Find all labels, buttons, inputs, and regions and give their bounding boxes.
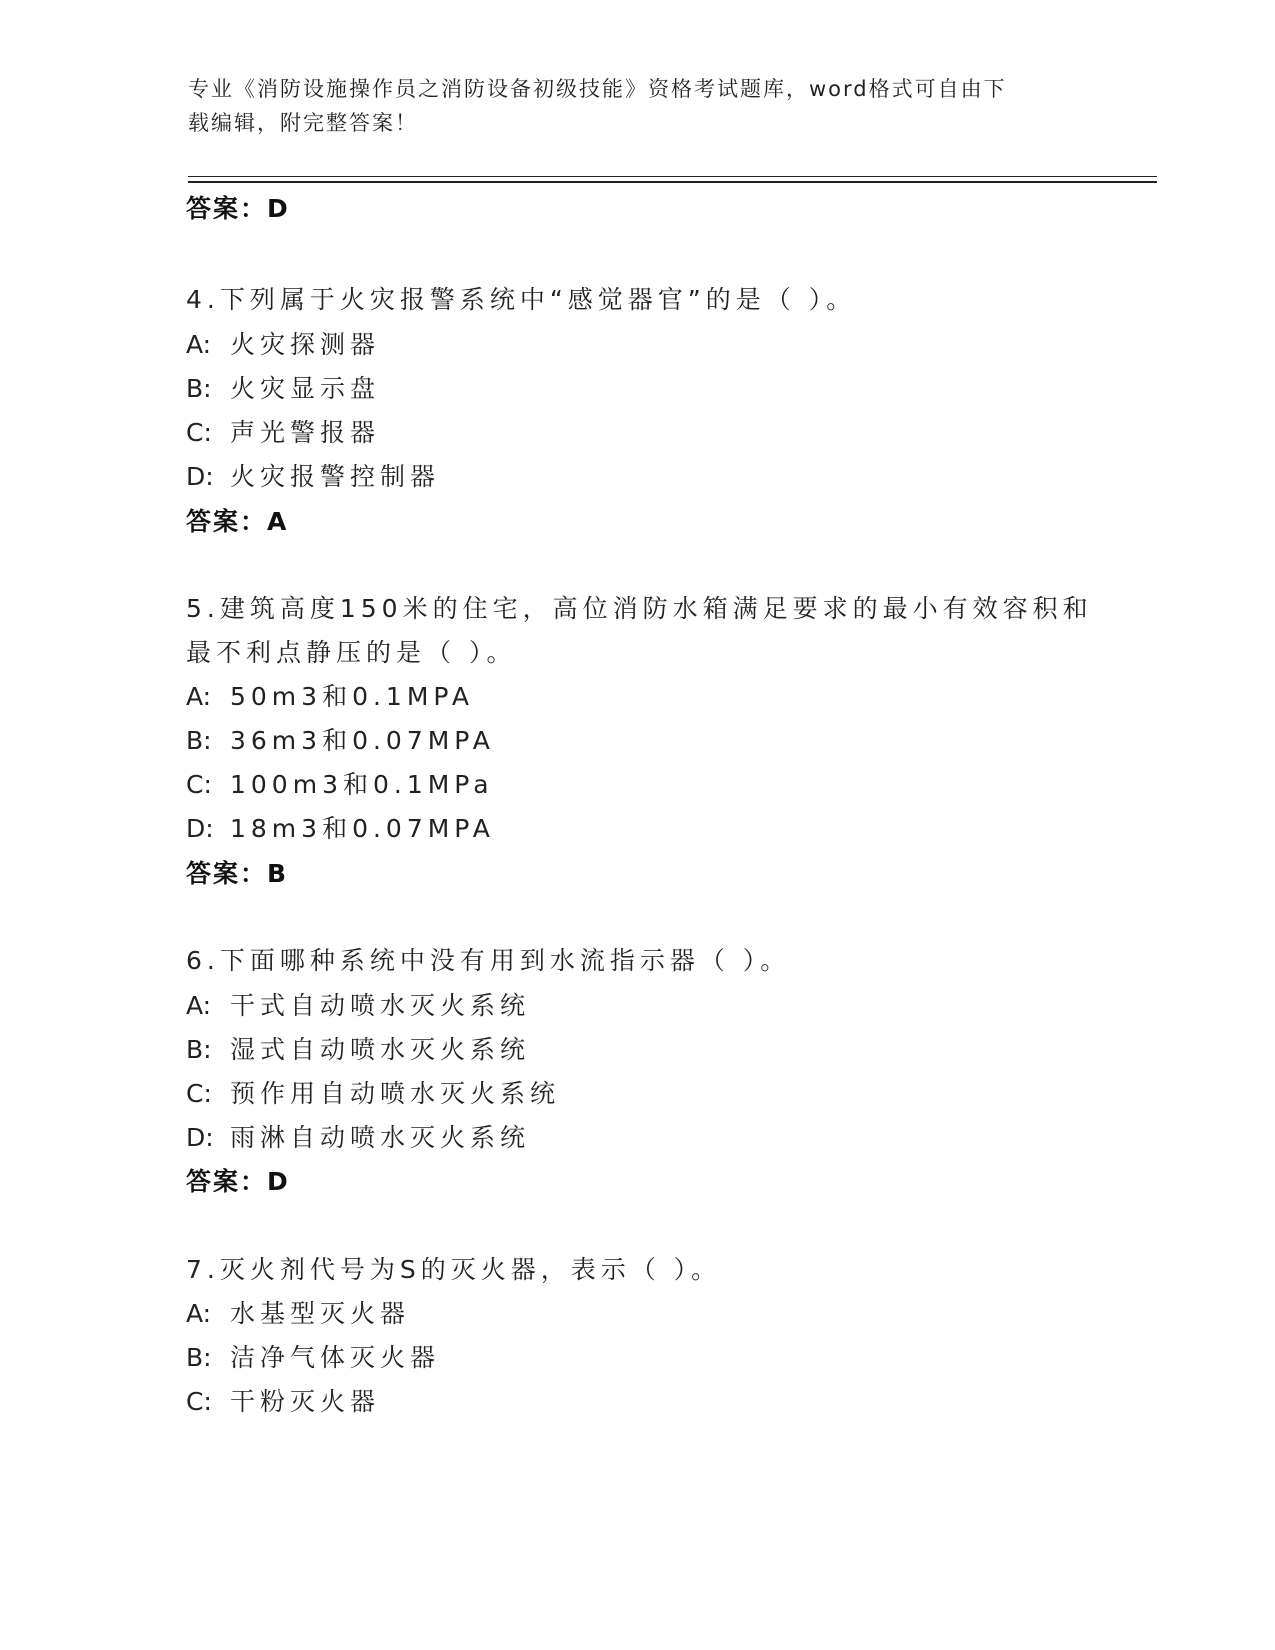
question-6-option-a (186, 990, 530, 1022)
header-line-1: 专业《消防设施操作员之消防设备初级技能》资格考试题库，word格式可自由下 (188, 77, 1007, 101)
option-text: 36m3和0.07MPA (230, 726, 495, 755)
question-7-option-a (186, 1298, 410, 1330)
question-4-stem: 4.下列属于火灾报警系统中“感觉器官”的是（ ）。 (186, 285, 857, 314)
option-text: 干式自动喷水灭火系统 (230, 991, 531, 1020)
option-text: 干粉灭火器 (230, 1387, 381, 1416)
option-letter: A: (186, 682, 212, 711)
question-7-option-b (186, 1342, 440, 1374)
option-text: 湿式自动喷水灭火系统 (230, 1035, 531, 1064)
option-letter: A: (186, 1299, 212, 1328)
option-text: 预作用自动喷水灭火系统 (230, 1079, 561, 1108)
header-rule-thin (188, 176, 1157, 177)
question-4-option-a (186, 329, 380, 361)
question-5-answer: 答案：B (186, 859, 289, 888)
option-text: 声光警报器 (230, 418, 381, 447)
page-header (188, 72, 1068, 140)
question-6-stem: 6.下面哪种系统中没有用到水流指示器（ ）。 (186, 946, 791, 975)
option-text: 雨淋自动喷水灭火系统 (230, 1123, 531, 1152)
question-4-option-d (186, 461, 440, 493)
option-text: 火灾显示盘 (230, 374, 381, 403)
question-5-option-b (186, 725, 495, 757)
option-text: 洁净气体灭火器 (230, 1343, 441, 1372)
question-5-stem-line-2: 最不利点静压的是（ ）。 (186, 638, 517, 667)
option-letter: D: (186, 814, 214, 843)
question-4-answer: 答案：A (186, 507, 289, 536)
question-5-stem-line-1: 5.建筑高度150米的住宅，高位消防水箱满足要求的最小有效容积和 (186, 594, 1093, 623)
header-line-2: 载编辑，附完整答案！ (188, 111, 418, 135)
option-letter: B: (186, 726, 212, 755)
question-5-option-d (186, 813, 495, 845)
option-text: 18m3和0.07MPA (230, 814, 495, 843)
option-letter: C: (186, 770, 212, 799)
answer-previous: 答案：D (186, 194, 290, 223)
question-4-option-c (186, 417, 380, 449)
option-letter: D: (186, 462, 214, 491)
question-4-option-b (186, 373, 380, 405)
option-letter: B: (186, 1035, 212, 1064)
option-letter: D: (186, 1123, 214, 1152)
question-5-option-c (186, 769, 494, 801)
question-6-option-b (186, 1034, 530, 1066)
option-letter: B: (186, 374, 212, 403)
question-7-option-c (186, 1386, 380, 1418)
option-letter: B: (186, 1343, 212, 1372)
option-letter: C: (186, 418, 212, 447)
option-text: 50m3和0.1MPA (230, 682, 474, 711)
question-6-answer: 答案：D (186, 1167, 290, 1196)
option-text: 100m3和0.1MPa (230, 770, 494, 799)
question-5-option-a (186, 681, 474, 713)
option-text: 火灾报警控制器 (230, 462, 441, 491)
option-letter: A: (186, 991, 212, 1020)
question-6-option-d (186, 1122, 530, 1154)
header-rule-thick (188, 181, 1157, 183)
option-letter: A: (186, 330, 212, 359)
question-7-stem: 7.灭火剂代号为S的灭火器，表示（ ）。 (186, 1255, 722, 1284)
question-6-option-c (186, 1078, 560, 1110)
option-letter: C: (186, 1387, 212, 1416)
option-text: 水基型灭火器 (230, 1299, 411, 1328)
option-letter: C: (186, 1079, 212, 1108)
option-text: 火灾探测器 (230, 330, 381, 359)
